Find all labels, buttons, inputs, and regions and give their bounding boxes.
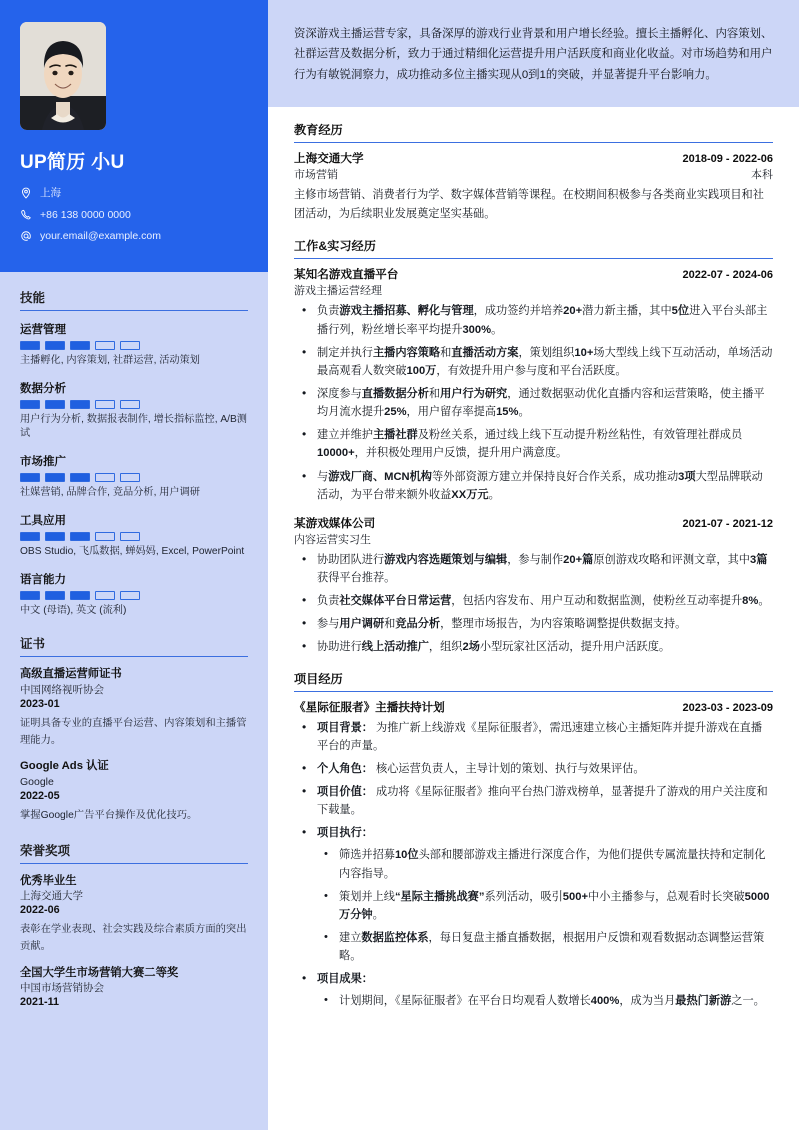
entry-issuer: Google <box>20 775 54 788</box>
entry-item <box>20 966 248 1011</box>
contact-email-text: your.email@example.com <box>40 230 161 243</box>
projects-title: 项目经历 <box>294 670 773 692</box>
section-projects <box>294 670 773 1011</box>
bullet-item: • 参与用户调研和竞品分析，整理市场报告，为内容策略调整提供数据支持。 <box>294 615 773 633</box>
education-item <box>294 150 773 225</box>
education-row-secondary <box>294 166 773 182</box>
entry-description: 表彰在学业表现、社会实践及综合素质方面的突出贡献。 <box>20 923 247 952</box>
main-content <box>268 0 799 1130</box>
work-item <box>294 266 773 503</box>
work-title: 工作&实习经历 <box>294 237 773 259</box>
sub-bullet-item: • 策划并上线“星际主播挑战赛”系列活动，吸引500+中小主播参与，总观看时长突破5000万分钟。 <box>317 888 773 924</box>
education-title: 教育经历 <box>294 121 773 143</box>
entry-date: 2021-11 <box>20 996 60 1009</box>
project-sub-bullets <box>317 846 773 965</box>
contact-location-text: 上海 <box>40 187 61 199</box>
project-bullets <box>294 719 773 1011</box>
skill-level-bar <box>20 532 40 541</box>
skill-level-bar <box>20 341 40 350</box>
company-name: 某知名游戏直播平台 <box>294 268 399 282</box>
entry-title: 全国大学生市场营销大赛二等奖 <box>20 966 179 979</box>
bullet-item: • 协助进行线上活动推广，组织2场小型玩家社区活动，提升用户活跃度。 <box>294 638 773 656</box>
entry-date: 2022-06 <box>20 904 60 917</box>
work-list <box>294 266 773 656</box>
skill-detail: 社媒营销, 品牌合作, 竞品分析, 用户调研 <box>20 487 200 499</box>
phone-icon <box>20 209 32 221</box>
bullet-item: • 项目执行： • 筛选并招募10位头部和腰部游戏主播进行深度合作，为他们提供专属流量扶持和定制化内容指导。 • 策划并上线“星际主播挑战赛”系列活动，吸引500+中小主播参与，总观看时长突破5000万分钟。 • 建立数据监控体系，每日复盘主播直播数据，根据用户反馈和观看数据动态调整运营策略。 <box>294 824 773 965</box>
sidebar-header <box>0 0 268 272</box>
work-period: 2021-07 - 2021-12 <box>682 517 773 530</box>
skill-level-bars <box>20 591 248 600</box>
skill-level-bars <box>20 532 248 541</box>
skill-level-bar <box>120 591 140 600</box>
skill-item <box>20 380 248 443</box>
skill-level-bar <box>120 532 140 541</box>
entry-title: Google Ads 认证 <box>20 760 109 773</box>
skill-level-bar <box>70 341 90 350</box>
education-list <box>294 150 773 225</box>
skills-list <box>20 321 248 619</box>
contact-email <box>20 230 248 243</box>
skill-item <box>20 571 248 619</box>
skill-item <box>20 512 248 560</box>
skill-level-bar <box>45 400 65 409</box>
skill-level-bar <box>120 341 140 350</box>
skill-level-bar <box>20 591 40 600</box>
section-work <box>294 237 773 656</box>
skill-name: 数据分析 <box>20 382 66 395</box>
skill-level-bar <box>95 473 115 482</box>
awards-list <box>20 874 248 1011</box>
work-bullets <box>294 302 773 503</box>
major: 市场营销 <box>294 168 338 181</box>
sidebar-section-skills <box>20 288 248 619</box>
skill-name: 工具应用 <box>20 514 66 527</box>
entry-item <box>20 667 248 749</box>
education-period: 2018-09 - 2022-06 <box>682 152 773 165</box>
skills-title: 技能 <box>20 288 248 311</box>
project-sub-bullets <box>317 992 773 1010</box>
skill-detail: 主播孵化, 内容策划, 社群运营, 活动策划 <box>20 354 200 366</box>
main-sections <box>268 107 799 1034</box>
degree: 本科 <box>751 168 773 181</box>
bullet-item: • 项目背景： 为推广新上线游戏《星际征服者》，需迅速建立核心主播矩阵并提升游戏在直播平台的声量。 <box>294 719 773 755</box>
skill-level-bar <box>95 341 115 350</box>
project-item <box>294 699 773 1011</box>
entry-item <box>20 759 248 824</box>
company-name: 某游戏媒体公司 <box>294 516 376 530</box>
contact-phone <box>20 209 248 222</box>
work-row-primary <box>294 266 773 282</box>
skill-level-bar <box>20 400 40 409</box>
skill-level-bar <box>120 473 140 482</box>
skill-level-bar <box>20 473 40 482</box>
skill-level-bars <box>20 341 248 350</box>
certificates-title: 证书 <box>20 634 248 657</box>
bullet-item: • 项目价值： 成功将《星际征服者》推向平台热门游戏榜单，显著提升了游戏的用户关注度和下载量。 <box>294 783 773 819</box>
entry-title: 优秀毕业生 <box>20 874 77 887</box>
skill-item <box>20 453 248 501</box>
skill-level-bar <box>45 473 65 482</box>
sub-bullet-item: • 筛选并招募10位头部和腰部游戏主播进行深度合作，为他们提供专属流量扶持和定制化内容指导。 <box>317 846 773 882</box>
bullet-item: • 与游戏厂商、MCN机构等外部资源方建立并保持良好合作关系，成功推动3项大型品牌联动活动，为平台带来额外收益XX万元。 <box>294 468 773 504</box>
projects-list <box>294 699 773 1011</box>
section-education <box>294 121 773 225</box>
professional-summary: 资深游戏主播运营专家，具备深厚的游戏行业背景和用户增长经验。擅长主播孵化、内容策划、社群运营及数据分析，致力于通过精细化运营提升用户活跃度和商业化收益。对市场趋势和用户行为有敏锐洞察力，成功推动多位主播实现从0到1的突破，并显著提升平台影响力。 <box>268 0 799 107</box>
entry-date: 2023-01 <box>20 698 60 711</box>
location-pin-icon <box>20 187 32 199</box>
sidebar-section-awards <box>20 841 248 1011</box>
skill-level-bar <box>45 591 65 600</box>
skill-detail: OBS Studio, 飞瓜数据, 蝉妈妈, Excel, PowerPoint <box>20 545 245 557</box>
email-at-icon <box>20 230 32 242</box>
skill-level-bar <box>95 591 115 600</box>
sub-bullet-item: • 计划期间，《星际征服者》在平台日均观看人数增长400%，成为当月最热门新游之一。 <box>317 992 773 1010</box>
skill-level-bar <box>70 532 90 541</box>
skill-level-bar <box>95 400 115 409</box>
skill-level-bar <box>70 400 90 409</box>
entry-issuer: 中国网络视听协会 <box>20 683 104 696</box>
school-name: 上海交通大学 <box>294 151 364 165</box>
entry-title: 高级直播运营师证书 <box>20 668 122 681</box>
contact-location <box>20 187 248 200</box>
education-row-primary <box>294 150 773 166</box>
work-item <box>294 515 773 657</box>
skill-name: 语言能力 <box>20 573 66 586</box>
work-period: 2022-07 - 2024-06 <box>682 269 773 282</box>
entry-description: 证明具备专业的直播平台运营、内容策划和主播管理能力。 <box>20 717 247 746</box>
job-title: 游戏主播运营经理 <box>294 285 382 298</box>
bullet-item: • 协助团队进行游戏内容选题策划与编辑，参与制作20+篇原创游戏攻略和评测文章，其中3篇获得平台推荐。 <box>294 551 773 587</box>
entry-date: 2022-05 <box>20 790 60 803</box>
contact-phone-text: +86 138 0000 0000 <box>40 208 131 221</box>
skill-detail: 用户行为分析, 数据报表制作, 增长指标监控, A/B测试 <box>20 413 247 440</box>
awards-title: 荣誉奖项 <box>20 841 248 864</box>
entry-issuer: 中国市场营销协会 <box>20 981 104 994</box>
skill-level-bar <box>70 473 90 482</box>
skill-level-bar <box>120 400 140 409</box>
skill-name: 市场推广 <box>20 456 66 469</box>
work-row-primary <box>294 515 773 531</box>
education-description: 主修市场营销、消费者行为学、数字媒体营销等课程。在校期间积极参与各类商业实践项目和社团活动，为后续职业发展奠定坚实基础。 <box>294 188 764 221</box>
candidate-name: UP简历 小U <box>20 152 125 173</box>
bullet-item: • 负责社交媒体平台日常运营，包括内容发布、用户互动和数据监测，使粉丝互动率提升8%。 <box>294 592 773 610</box>
entry-issuer: 上海交通大学 <box>20 889 83 902</box>
skill-level-bar <box>95 532 115 541</box>
bullet-item: • 建立并维护主播社群及粉丝关系，通过线上线下互动提升粉丝粘性，有效管理社群成员10000+，并积极处理用户反馈，提升用户满意度。 <box>294 426 773 462</box>
project-period: 2023-03 - 2023-09 <box>682 701 773 714</box>
project-row-primary <box>294 699 773 715</box>
sidebar-body <box>0 272 268 1031</box>
skill-detail: 中文 (母语), 英文 (流利) <box>20 604 127 616</box>
bullet-item: • 项目成果： • 计划期间，《星际征服者》在平台日均观看人数增长400%，成为当月最热门新游之一。 <box>294 970 773 1010</box>
skill-level-bar <box>45 341 65 350</box>
bullet-item: • 负责游戏主播招募、孵化与管理，成功签约并培养20+潜力新主播，其中5位进入平台头部主播行列，粉丝增长率平均提升300%。 <box>294 302 773 338</box>
job-title: 内容运营实习生 <box>294 533 371 546</box>
skill-level-bars <box>20 473 248 482</box>
profile-photo <box>20 22 106 130</box>
skill-level-bars <box>20 400 248 409</box>
bullet-item: • 制定并执行主播内容策略和直播活动方案，策划组织10+场大型线上线下互动活动，单场活动最高观看人数突破100万，有效提升用户参与度和平台活跃度。 <box>294 344 773 380</box>
entry-item <box>20 874 248 956</box>
entry-description: 掌握Google广告平台操作及优化技巧。 <box>20 809 198 821</box>
skill-level-bar <box>45 532 65 541</box>
skill-level-bar <box>70 591 90 600</box>
work-bullets <box>294 551 773 657</box>
certificates-list <box>20 667 248 824</box>
bullet-item: • 深度参与直播数据分析和用户行为研究，通过数据驱动优化直播内容和运营策略，使主播平均月流水提升25%，用户留存率提高15%。 <box>294 385 773 421</box>
skill-item <box>20 321 248 369</box>
project-name: 《星际征服者》主播扶持计划 <box>294 700 445 714</box>
skill-name: 运营管理 <box>20 323 66 336</box>
sub-bullet-item: • 建立数据监控体系，每日复盘主播直播数据，根据用户反馈和观看数据动态调整运营策略。 <box>317 929 773 965</box>
sidebar <box>0 0 268 1130</box>
bullet-item: • 个人角色： 核心运营负责人，主导计划的策划、执行与效果评估。 <box>294 760 773 778</box>
sidebar-section-certificates <box>20 634 248 824</box>
